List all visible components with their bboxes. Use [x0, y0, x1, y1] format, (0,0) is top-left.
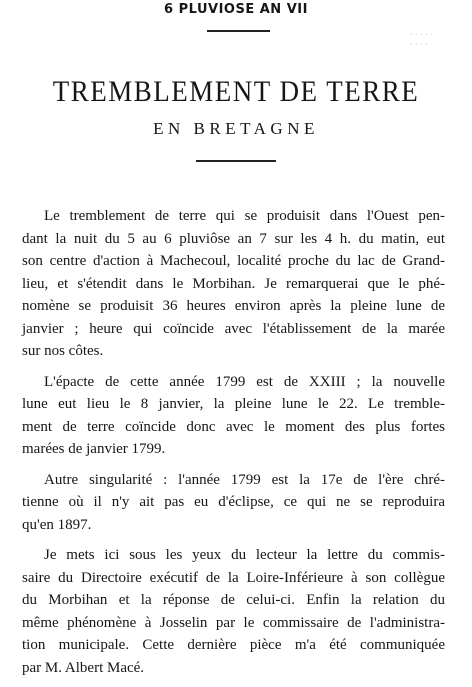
paragraph — [22, 205, 445, 363]
text-line: saire du Directoire exécutif de la Loire-Inférieure à son collègue — [22, 569, 445, 586]
text-line: qu'en 1897. — [22, 516, 92, 533]
text-line: son centre d'action à Machecoul, localité proche du lac de Grand- — [22, 253, 445, 269]
text-line: lune eut lieu le 8 janvier, la pleine lune le 22. Le tremble- — [22, 396, 445, 412]
paragraph — [22, 371, 445, 461]
paragraph — [22, 544, 445, 679]
text-line: du Morbihan et la réponse de celui-ci. Enfin la relation du — [22, 592, 445, 608]
text-line: sur nos côtes. — [22, 343, 104, 359]
paragraph — [22, 469, 445, 537]
text-line: même phénomène à Josselin par le commissaire de l'administra- — [22, 614, 445, 631]
marginalia-line: · · · · · — [410, 30, 433, 39]
marginalia-line: · · · · — [410, 40, 428, 49]
text-line: Autre singularité : l'année 1799 est la 17e de l'ère chré- — [44, 471, 445, 488]
article-body — [22, 205, 445, 687]
article-title: TREMBLEMENT DE TERRE — [52, 74, 420, 108]
text-line: tienne où il n'y ait pas eu d'éclipse, ce qui ne se reproduira — [22, 494, 445, 510]
text-line: tion municipale. Cette dernière pièce m'a été communiquée — [22, 637, 445, 653]
article-subtitle: EN BRETAGNE — [153, 119, 319, 138]
text-line: ment de terre coïncide donc avec le moment des plus fortes — [22, 418, 445, 435]
text-line: lieu, et s'étendit dans le Morbihan. Je remarquerai que le phé- — [22, 275, 445, 292]
running-head: 6 PLUVIOSE AN VII — [164, 2, 308, 17]
text-line: par M. Albert Macé. — [22, 659, 145, 676]
text-line: Le tremblement de terre qui se produisit dans l'Ouest pen- — [44, 208, 445, 224]
text-line: L'épacte de cette année 1799 est de XXIII ; la nouvelle — [44, 373, 445, 390]
title-separator-rule — [196, 160, 276, 162]
faint-marginalia — [410, 30, 470, 50]
text-line: nomène se produisit 36 heures environ après la pleine lune de — [22, 298, 445, 314]
text-line: Je mets ici sous les yeux du lecteur la lettre du commis- — [44, 547, 445, 563]
text-line: janvier ; heure qui coïncide avec l'établissement de la marée — [22, 320, 445, 337]
text-line: dant la nuit du 5 au 6 pluviôse an 7 sur les 4 h. du matin, eut — [22, 230, 445, 247]
header-ornament-rule — [207, 30, 270, 32]
text-line: marées de janvier 1799. — [22, 441, 166, 457]
